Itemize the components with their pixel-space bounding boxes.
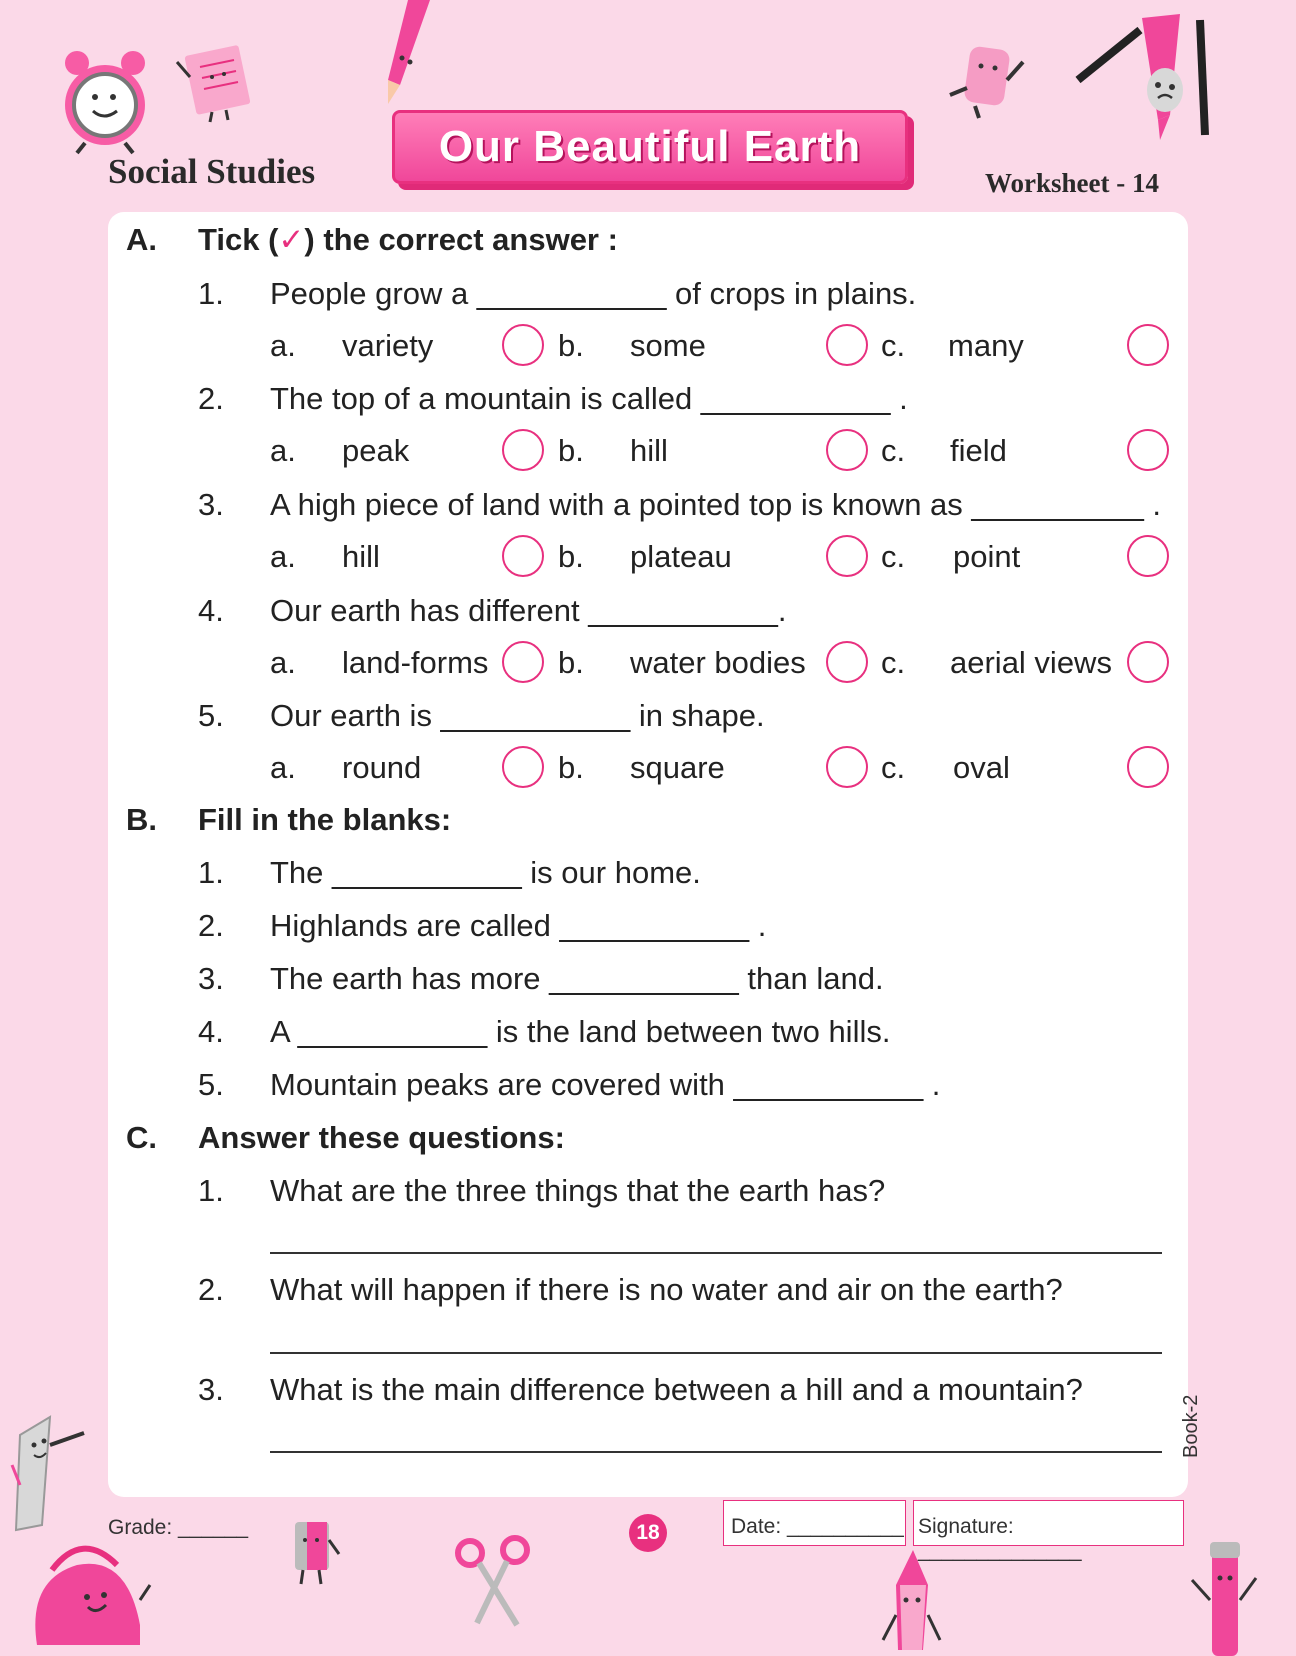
blank-number: 1. (198, 855, 224, 890)
question-number: 1. (198, 1173, 224, 1208)
blank-number: 4. (198, 1014, 224, 1049)
answer-circle[interactable] (1127, 746, 1169, 788)
option-letter: c. (881, 645, 906, 680)
answer-circle[interactable] (826, 429, 868, 471)
answer-circle[interactable] (826, 746, 868, 788)
option-text: hill (630, 433, 668, 468)
question-number: 3. (198, 487, 224, 522)
option-text: round (342, 750, 422, 785)
subject-label: Social Studies (108, 152, 316, 191)
scissors-icon (455, 1535, 535, 1630)
answer-circle[interactable] (502, 746, 544, 788)
answer-line[interactable] (270, 1252, 1162, 1254)
section-c-letter: C. (126, 1120, 157, 1155)
date-field[interactable]: Date: __________ (723, 1500, 906, 1546)
option-letter: c. (881, 328, 906, 363)
question-number: 1. (198, 276, 224, 311)
question-text: Our earth is ___________ in shape. (270, 698, 765, 733)
blank-sentence: Mountain peaks are covered with ___________ . (270, 1067, 941, 1102)
answer-circle[interactable] (1127, 641, 1169, 683)
question-number: 4. (198, 593, 224, 628)
option-text: plateau (630, 539, 732, 574)
option-text: point (953, 539, 1021, 574)
option-letter: b. (558, 750, 584, 785)
answer-circle[interactable] (826, 641, 868, 683)
option-letter: a. (270, 645, 296, 680)
option-letter: a. (270, 750, 296, 785)
sharpener-icon (285, 1518, 345, 1590)
question-text: The top of a mountain is called ___________ . (270, 381, 908, 416)
option-text: oval (953, 750, 1010, 785)
option-letter: a. (270, 539, 296, 574)
page-title: Our Beautiful Earth (438, 122, 862, 171)
option-text: aerial views (950, 645, 1112, 680)
question-text: What will happen if there is no water and air on the earth? (270, 1272, 1063, 1307)
option-text: field (950, 433, 1007, 468)
option-letter: b. (558, 433, 584, 468)
pencil-icon (380, 0, 440, 110)
blank-number: 5. (198, 1067, 224, 1102)
section-b-title: Fill in the blanks: (198, 802, 452, 837)
worksheet-number: Worksheet - 14 (985, 168, 1159, 198)
answer-circle[interactable] (502, 641, 544, 683)
blank-sentence: A ___________ is the land between two hills. (270, 1014, 891, 1049)
ruler-icon (12, 1405, 92, 1535)
compass-icon (1070, 10, 1210, 140)
page-number-badge: 18 (629, 1514, 667, 1552)
question-text: What are the three things that the earth has? (270, 1173, 886, 1208)
option-text: some (630, 328, 706, 363)
question-number: 2. (198, 381, 224, 416)
eraser-icon (945, 40, 1025, 120)
alarm-clock-icon (55, 45, 150, 155)
bag-icon (22, 1525, 152, 1650)
option-text: land-forms (342, 645, 489, 680)
option-letter: a. (270, 328, 296, 363)
option-letter: b. (558, 539, 584, 574)
question-number: 3. (198, 1372, 224, 1407)
signature-field[interactable]: Signature: ______________ (913, 1500, 1184, 1546)
option-letter: c. (881, 433, 906, 468)
section-c-title: Answer these questions: (198, 1120, 565, 1155)
answer-circle[interactable] (826, 324, 868, 366)
option-text: hill (342, 539, 380, 574)
answer-circle[interactable] (1127, 324, 1169, 366)
option-letter: a. (270, 433, 296, 468)
tick-icon: ✓ (278, 222, 305, 257)
blank-sentence: The ___________ is our home. (270, 855, 701, 890)
option-text: peak (342, 433, 410, 468)
blank-sentence: The earth has more ___________ than land. (270, 961, 884, 996)
section-a-letter: A. (126, 222, 157, 257)
answer-circle[interactable] (502, 535, 544, 577)
answer-circle[interactable] (502, 324, 544, 366)
question-text: People grow a ___________ of crops in plains. (270, 276, 917, 311)
question-text: Our earth has different ___________. (270, 593, 787, 628)
answer-line[interactable] (270, 1352, 1162, 1354)
blank-number: 3. (198, 961, 224, 996)
option-letter: c. (881, 750, 906, 785)
answer-circle[interactable] (1127, 429, 1169, 471)
title-banner (392, 110, 908, 184)
option-text: variety (342, 328, 434, 363)
answer-circle[interactable] (502, 429, 544, 471)
option-text: many (948, 328, 1024, 363)
answer-line[interactable] (270, 1451, 1162, 1453)
notepad-icon (172, 42, 262, 122)
option-text: water bodies (630, 645, 806, 680)
question-number: 5. (198, 698, 224, 733)
option-letter: b. (558, 645, 584, 680)
section-a-title: Tick (✓) the correct answer : (198, 222, 618, 257)
blank-number: 2. (198, 908, 224, 943)
question-text: A high piece of land with a pointed top is known as __________ . (270, 487, 1162, 522)
section-b-letter: B. (126, 802, 157, 837)
book-label: Book-2 (1180, 1394, 1202, 1458)
blank-sentence: Highlands are called ___________ . (270, 908, 767, 943)
question-number: 2. (198, 1272, 224, 1307)
option-letter: c. (881, 539, 906, 574)
pen-icon (1190, 1540, 1260, 1656)
grade-field[interactable]: Grade: ______ (108, 1516, 249, 1539)
question-text: What is the main difference between a hill and a mountain? (270, 1372, 1083, 1407)
option-text: square (630, 750, 725, 785)
answer-circle[interactable] (1127, 535, 1169, 577)
answer-circle[interactable] (826, 535, 868, 577)
option-letter: b. (558, 328, 584, 363)
